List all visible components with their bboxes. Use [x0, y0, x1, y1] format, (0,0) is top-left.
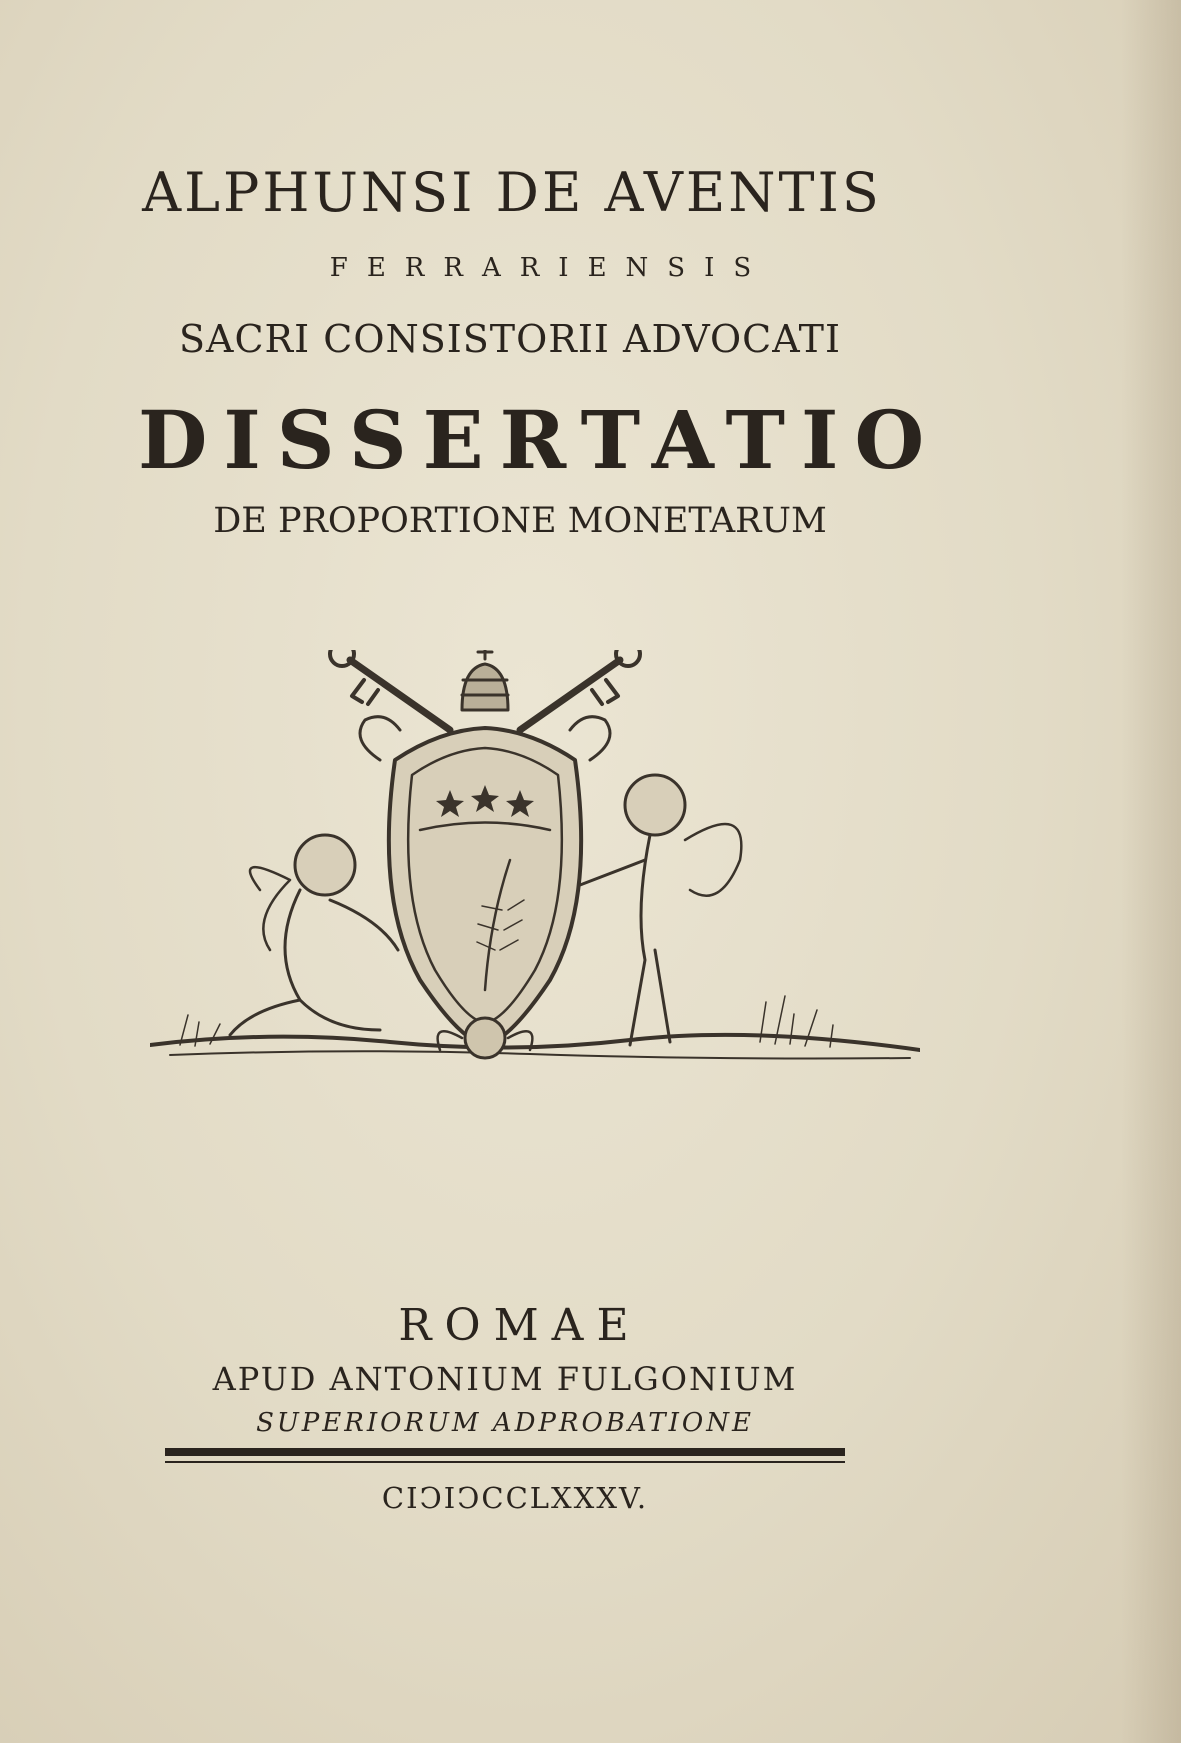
- work-title: DISSERTATIO: [138, 393, 941, 487]
- office-line: SACRI CONSISTORII ADVOCATI: [179, 317, 841, 361]
- author-line: ALPHUNSI DE AVENTIS: [142, 161, 882, 224]
- imprint-date: CIↃIↃCCLXXXV.: [381, 1481, 649, 1515]
- imprint-printer: APUD ANTONIUM FULGONIUM: [212, 1360, 798, 1398]
- imprint-city: ROMAE: [398, 1300, 642, 1351]
- origin-line: FERRARIENSIS: [329, 253, 771, 283]
- imprint-rule-thick: [165, 1448, 845, 1456]
- papal-coat-of-arms-with-cherubs-icon: [150, 650, 920, 1190]
- work-subtitle: DE PROPORTIONE MONETARUM: [213, 501, 827, 541]
- imprint-rule-thin: [165, 1461, 845, 1463]
- imprint-approval: SUPERIORUM ADPROBATIONE: [256, 1408, 754, 1438]
